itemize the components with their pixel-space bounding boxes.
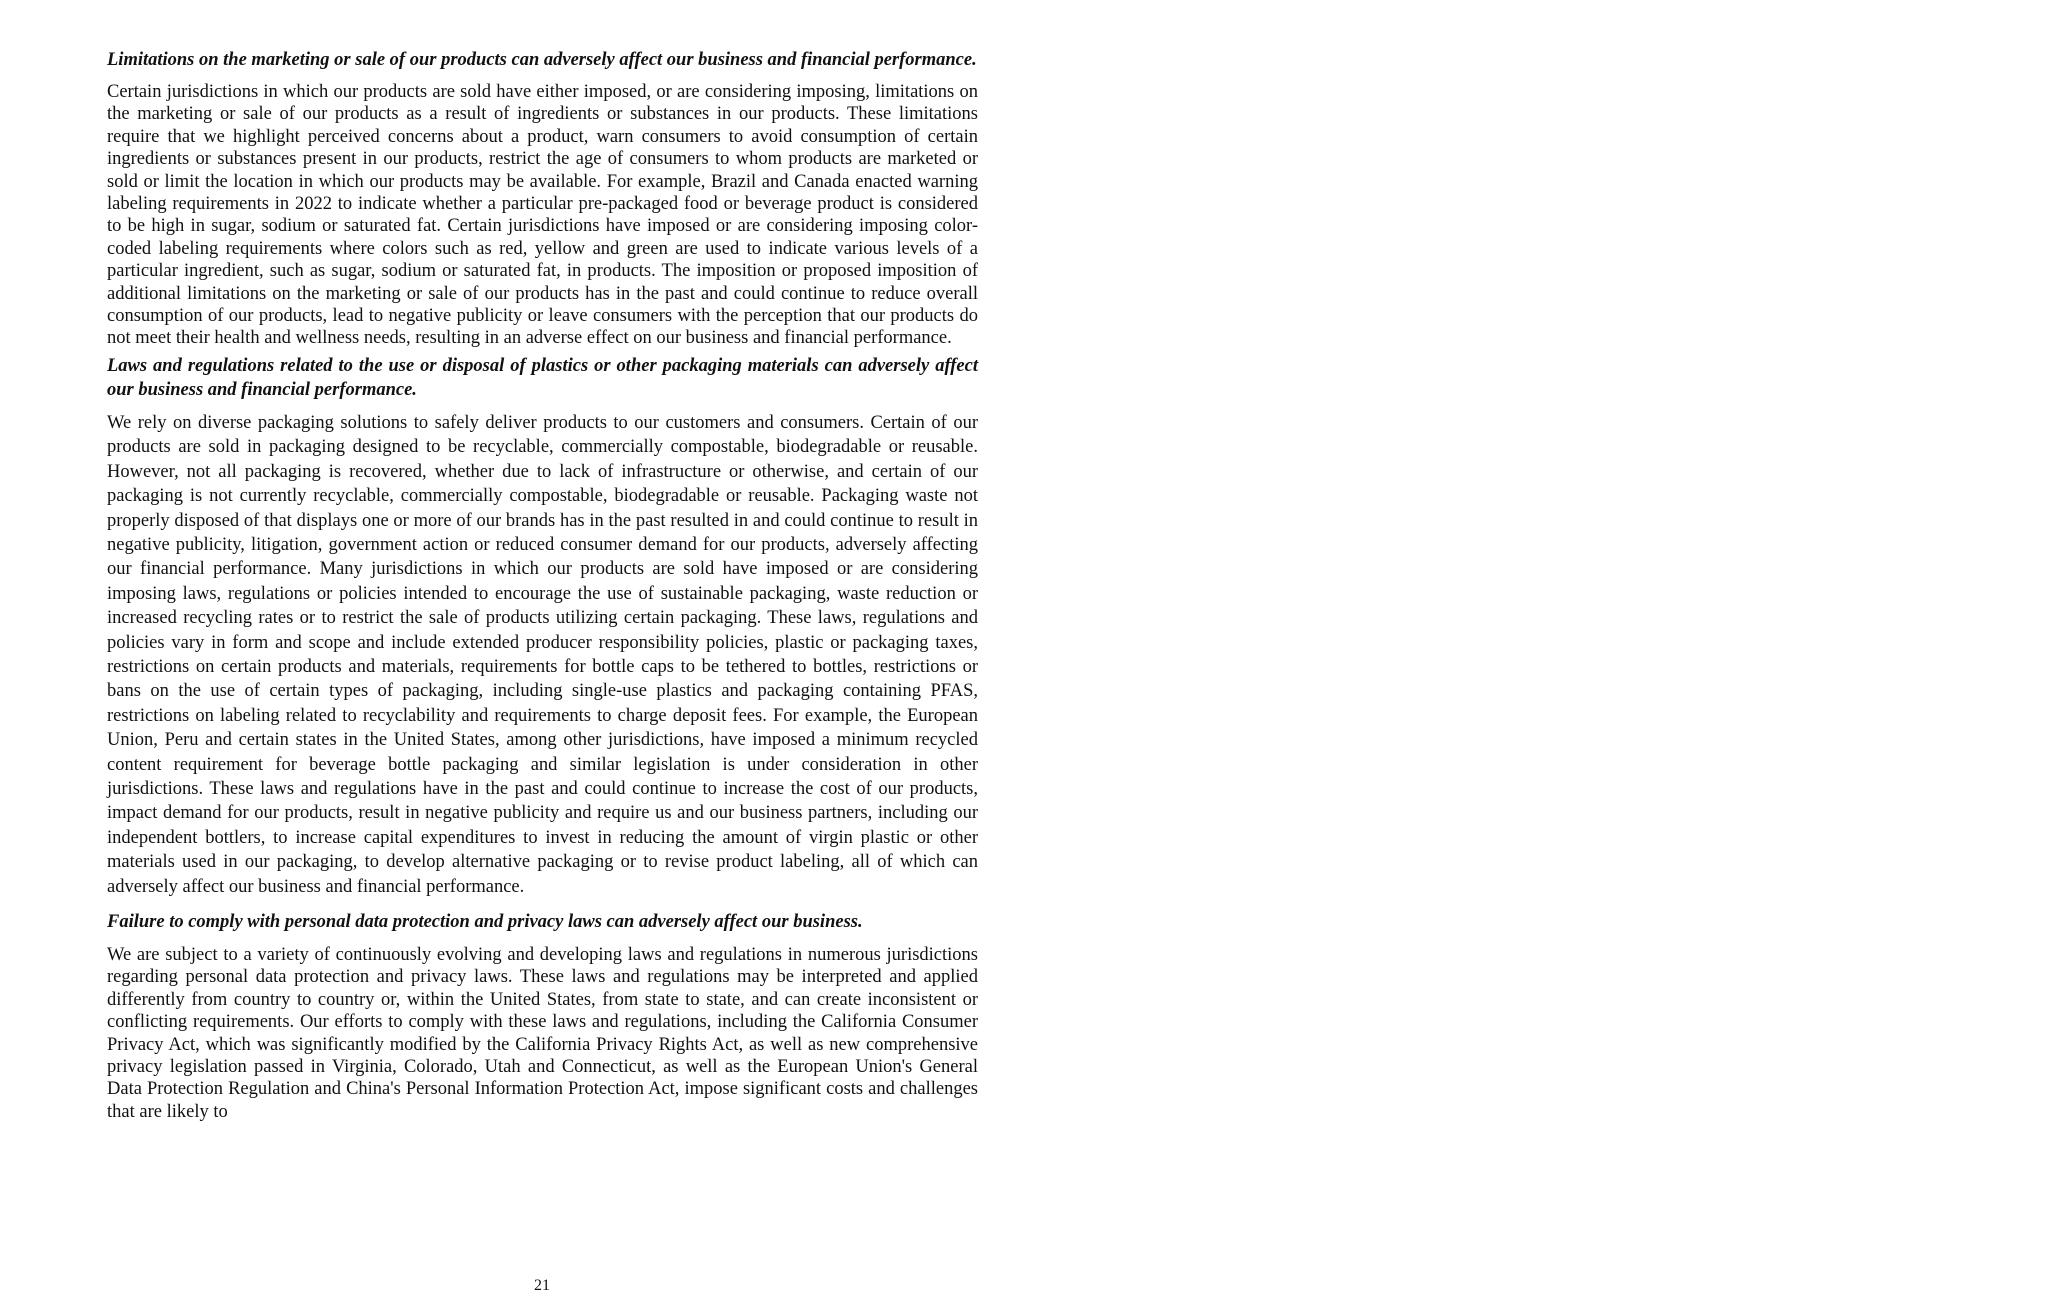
section-body-data-privacy: We are subject to a variety of continuously evolving and developing laws and regulations in numerous jurisdictions regarding personal data protection and privacy laws. These laws and regulations may be interpreted and applied differently from country to country or, within the United States, from state to state, and can create inconsistent or conflicting requirements. Our efforts to comply with these laws and regulations, including the California Consumer Privacy Act, which was significantly modified by the California Privacy Rights Act, as well as new comprehensive privacy legislation passed in Virginia, Colorado, Utah and Connecticut, as well as the European Union's General Data Protection Regulation and China's Personal Information Protection Act, impose significant costs and challenges that are likely to (107, 945, 978, 1122)
section-heading-marketing-limitations: Limitations on the marketing or sale of our products can adversely affect our business and financial performance. (107, 50, 977, 70)
page-number: 21 (534, 1277, 550, 1294)
document-page (107, 48, 978, 1123)
section-body-packaging-laws: We rely on diverse packaging solutions to safely deliver products to our customers and consumers. Certain of our products are sold in packaging designed to be recyclable, commercially compostable, biodegradable or reusable. However, not all packaging is recovered, whether due to lack of infrastructure or otherwise, and certain of our packaging is not currently recyclable, commercially compostable, biodegradable or reusable. Packaging waste not properly disposed of that displays one or more of our brands has in the past resulted in and could continue to result in negative publicity, litigation, government action or reduced consumer demand for our products, adversely affecting our financial performance. Many jurisdictions in which our products are sold have imposed or are considering imposing laws, regulations or policies intended to encourage the use of sustainable packaging, waste reduction or increased recycling rates or to restrict the sale of products utilizing certain packaging. These laws, regulations and policies vary in form and scope and include extended producer responsibility policies, plastic or packaging taxes, restrictions on certain products and materials, requirements for bottle caps to be tethered to bottles, restrictions or bans on the use of certain types of packaging, including single-use plastics and packaging containing PFAS, restrictions on labeling related to recyclability and requirements to charge deposit fees. For example, the European Union, Peru and certain states in the United States, among other jurisdictions, have imposed a minimum recycled content requirement for beverage bottle packaging and similar legislation is under consideration in other jurisdictions. These laws and regulations have in the past and could continue to increase the cost of our products, impact demand for our products, result in negative publicity and require us and our business partners, including our independent bottlers, to increase capital expenditures to invest in reducing the amount of virgin plastic or other materials used in our packaging, to develop alternative packaging or to revise product labeling, all of which can adversely affect our business and financial performance. (107, 412, 978, 897)
section-body-marketing-limitations: Certain jurisdictions in which our products are sold have either imposed, or are considering imposing, limitations on the marketing or sale of our products as a result of ingredients or substances in our products. These limitations require that we highlight perceived concerns about a product, warn consumers to avoid consumption of certain ingredients or substances present in our products, restrict the age of consumers to whom products are marketed or sold or limit the location in which our products may be available. For example, Brazil and Canada enacted warning labeling requirements in 2022 to indicate whether a particular pre-packaged food or beverage product is considered to be high in sugar, sodium or saturated fat. Certain jurisdictions have imposed or are considering imposing color-coded labeling requirements where colors such as red, yellow and green are used to indicate various levels of a particular ingredient, such as sugar, sodium or saturated fat, in products. The imposition or proposed imposition of additional limitations on the marketing or sale of our products has in the past and could continue to reduce overall consumption of our products, lead to negative publicity or leave consumers with the perception that our products do not meet their health and wellness needs, resulting in an adverse effect on our business and financial performance. (107, 82, 978, 349)
section-heading-data-privacy: Failure to comply with personal data protection and privacy laws can adversely affect our business. (107, 912, 863, 932)
section-heading-packaging-laws: Laws and regulations related to the use or disposal of plastics or other packaging materials can adversely affect our business and financial performance. (107, 355, 978, 400)
